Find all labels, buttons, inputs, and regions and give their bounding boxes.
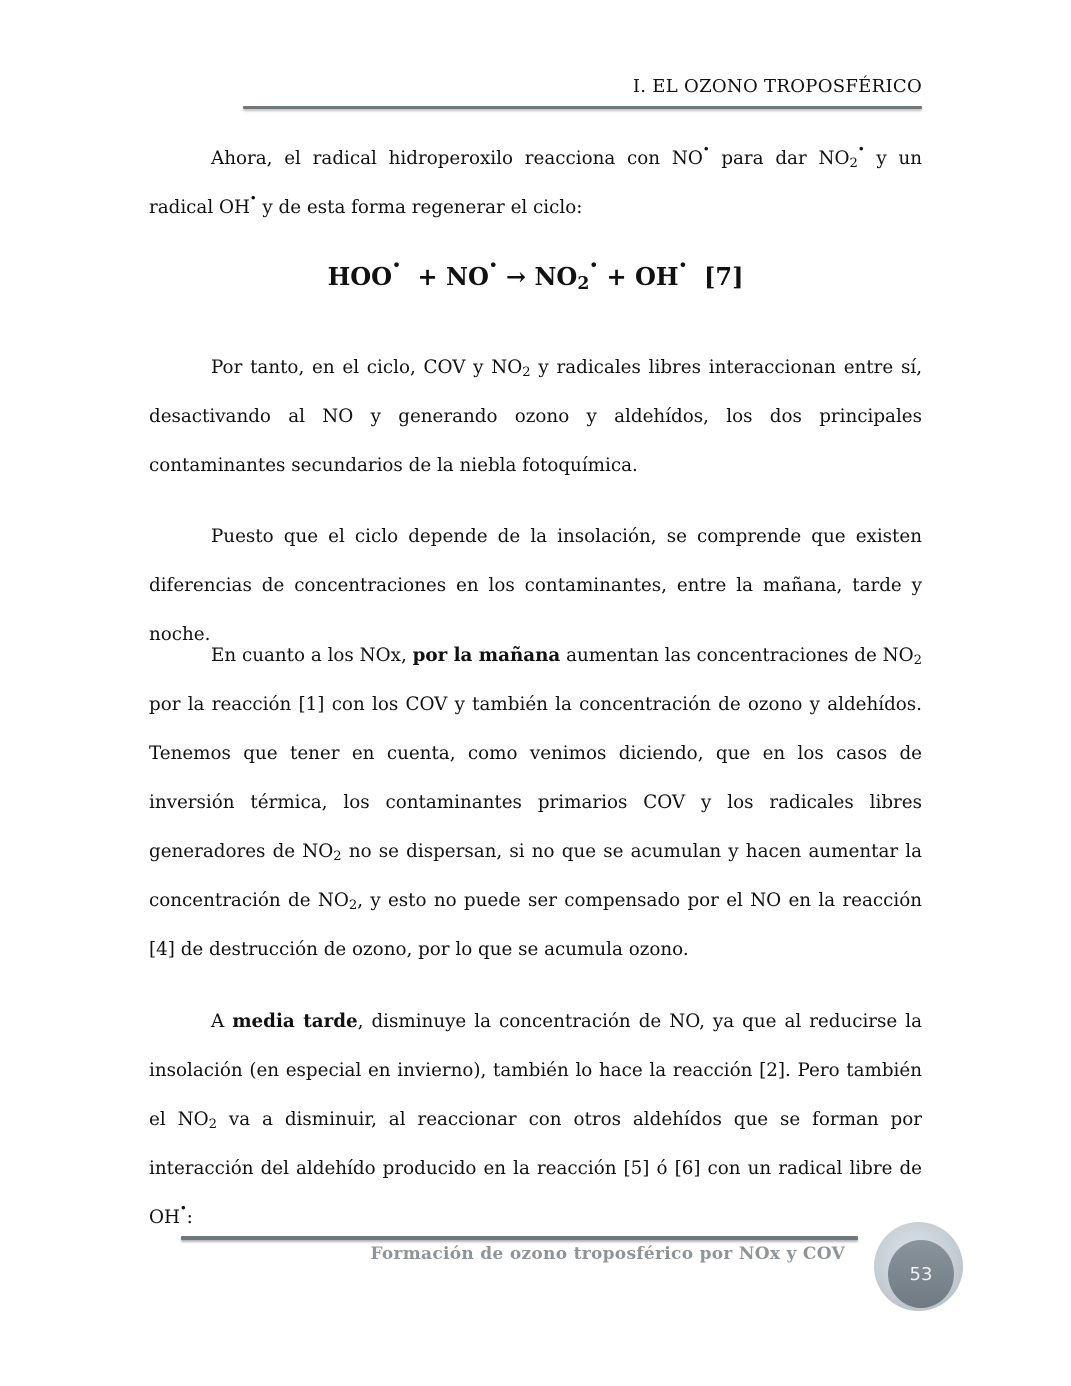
p4-text-a: En cuanto a los NOx, [211, 645, 413, 666]
page-number: 53 [888, 1240, 954, 1308]
eq-term-1: HOO [327, 262, 393, 291]
paragraph-4 [149, 631, 922, 974]
subscript: 2 [522, 364, 531, 380]
p1-text-c: y un radical OH [149, 148, 923, 218]
p3-text: Puesto que el ciclo depende de la insolación, se comprende que existen diferencias de concentraciones en los contaminantes, entre la mañana, tarde y noche. [149, 526, 922, 645]
footer-rule [181, 1236, 858, 1240]
radical-dot: · [179, 1196, 187, 1220]
subscript: 2 [913, 652, 922, 668]
p1-text-d: y de esta forma regenerar el ciclo: [256, 197, 583, 218]
subscript: 2 [849, 155, 858, 171]
bold-term-morning: por la mañana [412, 645, 561, 666]
paragraph-5 [149, 997, 922, 1242]
eq-term-4: + OH [598, 262, 679, 291]
p4-text-d: no se dispersan, si no que se acumulan y hacen aumentar la concentración de NO [149, 841, 922, 911]
p2-text-b: y radicales libres interaccionan entre sí, desactivando al NO y generando ozono y aldehídos, los dos principales contaminantes secundarios de la niebla fotoquímica. [149, 357, 922, 476]
radical-dot: · [702, 137, 710, 161]
eq-term-2: + NO [400, 262, 489, 291]
p5-text-c: va a disminuir, al reaccionar con otros aldehídos que se forman por interacción del aldehído producido en la reacción [5] ó [6] con un radical libre de OH [149, 1109, 922, 1228]
eq-label: [7] [687, 262, 744, 291]
radical-dot: · [392, 249, 401, 280]
header-rule [243, 106, 922, 109]
p4-text-b: aumentan las concentraciones de NO [560, 645, 914, 666]
p4-text-e: , y esto no puede ser compensado por el NO en la reacción [4] de destrucción de ozono, por lo que se acumula ozono. [149, 890, 922, 960]
bold-term-afternoon: media tarde [232, 1011, 358, 1032]
subscript: 2 [333, 848, 342, 864]
p5-text-a: A [211, 1011, 233, 1032]
p5-text-b: , disminuye la concentración de NO, ya que al reducirse la insolación (en especial en invierno), también lo hace la reacción [2]. Pero también el NO [149, 1011, 922, 1130]
subscript: 2 [348, 897, 358, 913]
p1-text-a: Ahora, el radical hidroperoxilo reacciona con NO [211, 148, 703, 169]
p2-text-a: Por tanto, en el ciclo, COV y NO [211, 357, 523, 378]
running-header: I. EL OZONO TROPOSFÉRICO [632, 76, 922, 97]
p1-text-b: para dar NO [709, 148, 850, 169]
radical-dot: · [589, 249, 599, 280]
eq-term-3: → NO [497, 262, 578, 291]
footer-title: Formación de ozono troposférico por NOx y COV [370, 1244, 845, 1264]
radical-dot: · [678, 249, 688, 280]
p4-text-c: por la reacción [1] con los COV y también la concentración de ozono y aldehídos. Tenemos que tener en cuenta, como venimos diciendo, que en los casos de inversión térmica, los contaminantes primarios COV y los radicales libres generadores de NO [149, 694, 922, 862]
radical-dot: · [249, 186, 257, 210]
paragraph-2 [149, 343, 922, 490]
radical-dot: · [488, 249, 498, 280]
paragraph-1 [149, 134, 922, 232]
p5-text-d: : [186, 1207, 193, 1228]
radical-dot: · [857, 137, 865, 161]
subscript: 2 [208, 1116, 217, 1132]
subscript: 2 [577, 273, 590, 294]
equation-7 [0, 249, 1071, 294]
